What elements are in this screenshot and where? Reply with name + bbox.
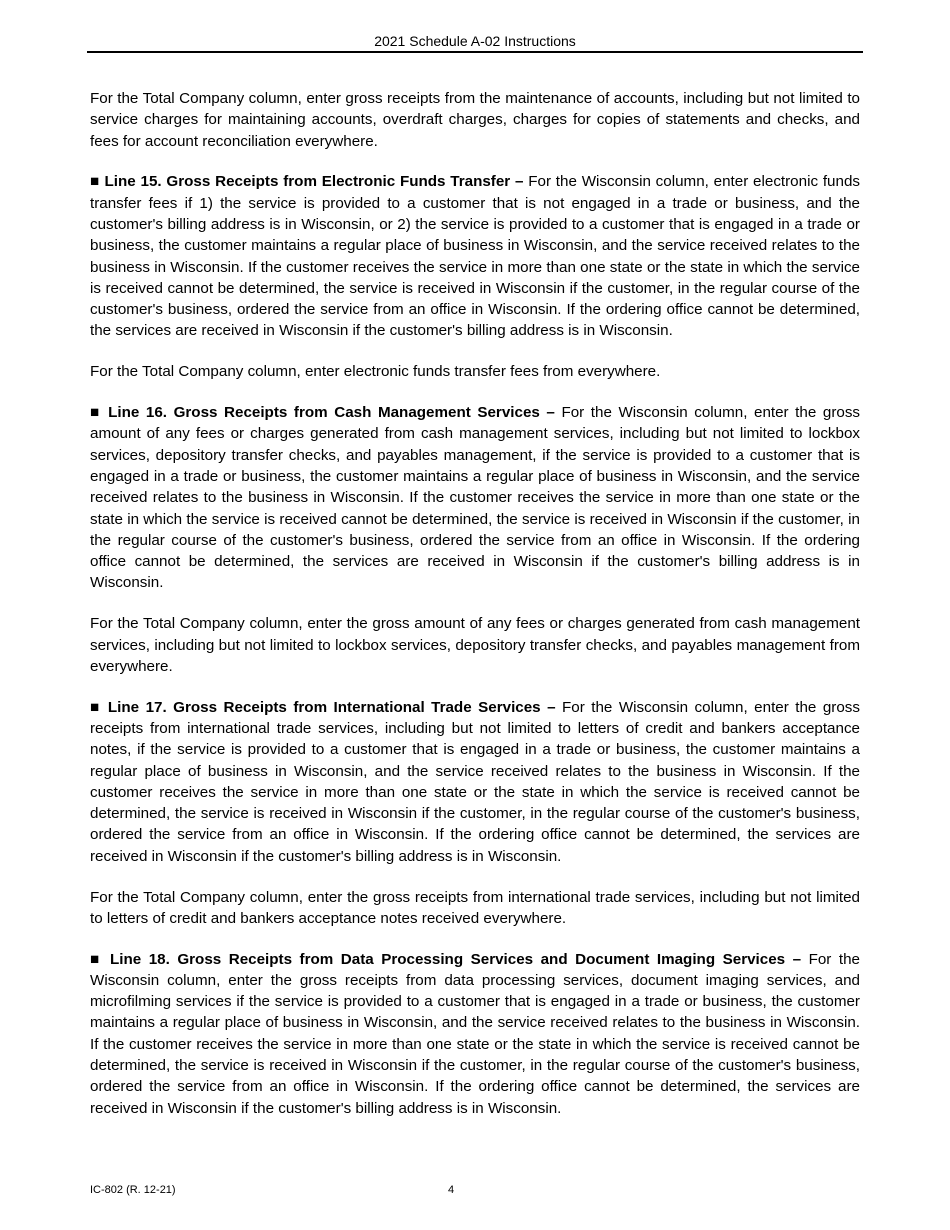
paragraph-line-16-total [90, 613, 860, 677]
line-18-text: For the Wisconsin column, enter the gross receipts from data processing services, document imaging services, and microfilming services if the service is provided to a customer that is engaged in a trade or business, the customer maintains a regular place of business in Wisconsin, and the service received relates to the business in Wisconsin. If the customer receives the service in more than one state or the state in which the service is received cannot be determined, the service is received in Wisconsin if the customer, in the regular course of the customer's business, ordered the service from an office in Wisconsin. If the ordering office cannot be determined, the services are received in Wisconsin if the customer's billing address is in Wisconsin. [90, 950, 860, 1117]
document-body [90, 88, 860, 1138]
line-18-heading: ■ Line 18. Gross Receipts from Data Processing Services and Document Imaging Services – [90, 950, 809, 968]
line-15-heading: ■ Line 15. Gross Receipts from Electronic Funds Transfer – [90, 173, 529, 191]
paragraph-line-15 [90, 171, 860, 341]
line-15-text: For the Wisconsin column, enter electronic funds transfer fees if 1) the service is provided to a customer that is not engaged in a trade or business, and the customer's billing address is in Wisconsin, or 2) the service is provided to a customer that is engaged in a trade or business, the customer maintains a regular place of business in Wisconsin, and the service received relates to the business in Wisconsin. If the customer receives the service in more than one state or the state in which the service is received cannot be determined, the service is received in Wisconsin if the customer, in the regular course of the customer's business, ordered the service from an office in Wisconsin. If the ordering office cannot be determined, the services are received in Wisconsin if the customer's billing address is in Wisconsin. [90, 173, 860, 340]
paragraph-line-16 [90, 402, 860, 594]
line-16-text: For the Wisconsin column, enter the gross amount of any fees or charges generated from cash management services, including but not limited to lockbox services, depository transfer checks, and payables management, if the service is provided to a customer that is engaged in a trade or business, the customer maintains a regular place of business in Wisconsin, and the service received relates to the business in Wisconsin. If the customer receives the service in more than one state or the state in which the service is received cannot be determined, the service is received in Wisconsin if the customer, in the regular course of the customer's business, ordered the service from an office in Wisconsin. If the ordering office cannot be determined, the services are received in Wisconsin if the customer's billing address is in Wisconsin. [90, 404, 861, 592]
paragraph-text: For the Total Company column, enter the gross amount of any fees or charges generated from cash management services, including but not limited to lockbox services, depository transfer checks, and payables management from everywhere. [90, 615, 860, 675]
line-17-text: For the Wisconsin column, enter the gross receipts from international trade services, including but not limited to letters of credit and bankers acceptance notes, if the service is provided to a customer that is engaged in a trade or business, the customer maintains a regular place of business in Wisconsin, and the service received relates to the business in Wisconsin. If the customer receives the service in more than one state or the state in which the service is received cannot be determined, the service is received in Wisconsin if the customer, in the regular course of the customer's business, ordered the service from an office in Wisconsin. If the ordering office cannot be determined, the services are received in Wisconsin if the customer's billing address is in Wisconsin. [90, 698, 860, 865]
paragraph-maintenance-total [90, 88, 860, 152]
paragraph-text: For the Total Company column, enter gross receipts from the maintenance of accounts, including but not limited to service charges for maintaining accounts, overdraft charges, charges for copies of statements and checks, and fees for account reconciliation everywhere. [90, 90, 860, 150]
line-17-heading: ■ Line 17. Gross Receipts from International Trade Services – [90, 698, 563, 716]
form-number: IC-802 (R. 12-21) [90, 1184, 176, 1196]
paragraph-line-15-total [90, 361, 860, 382]
paragraph-text: For the Total Company column, enter electronic funds transfer fees from everywhere. [90, 363, 661, 381]
paragraph-line-17-total [90, 887, 860, 930]
paragraph-line-18 [90, 949, 860, 1119]
page-header [87, 33, 863, 53]
page-header-title: 2021 Schedule A-02 Instructions [374, 33, 576, 49]
page-number: 4 [448, 1184, 455, 1196]
paragraph-text: For the Total Company column, enter the gross receipts from international trade services, including but not limited to letters of credit and bankers acceptance notes received everywhere. [90, 888, 860, 927]
line-16-heading: ■ Line 16. Gross Receipts from Cash Management Services – [90, 404, 562, 422]
paragraph-line-17 [90, 697, 860, 867]
